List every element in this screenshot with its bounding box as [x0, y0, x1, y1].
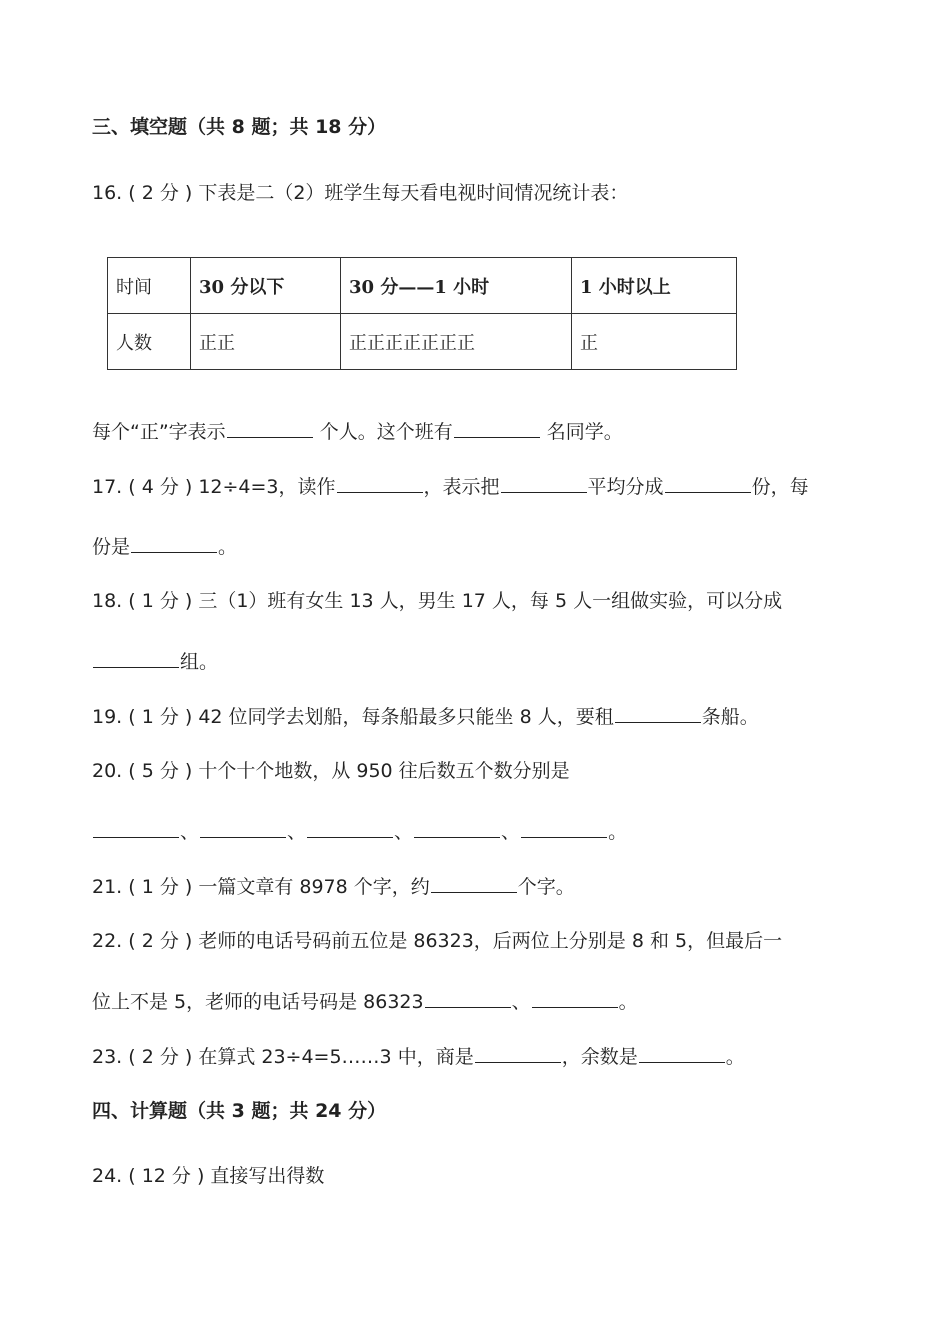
section-3-heading: 三、填空题（共 8 题；共 18 分）	[92, 116, 387, 138]
text-segment: 个人。这个班有	[313, 421, 453, 443]
table-cell: 1 小时以上	[572, 258, 737, 314]
separator: 、	[511, 991, 531, 1013]
question-18-line-2	[92, 649, 218, 674]
table-cell: 时间	[108, 258, 191, 314]
text-segment: 17. ( 4 分 ) 12÷4=3，读作	[92, 476, 336, 498]
answer-blank[interactable]	[414, 819, 500, 838]
table-cell: 正	[572, 314, 737, 370]
table-cell: 30 分——1 小时	[341, 258, 572, 314]
text-segment: 位上不是 5，老师的电话号码是 86323	[92, 991, 424, 1013]
answer-blank[interactable]	[532, 989, 618, 1008]
table-row	[108, 314, 737, 370]
separator: 、	[394, 821, 414, 843]
question-18-line-1: 18. ( 1 分 ) 三（1）班有女生 13 人，男生 17 人，每 5 人一组做实验，可以分成	[92, 590, 783, 612]
answer-blank[interactable]	[200, 819, 286, 838]
question-21	[92, 874, 575, 899]
text-segment: 份是	[92, 536, 131, 558]
text-segment: 组。	[180, 651, 219, 673]
answer-blank[interactable]	[425, 989, 511, 1008]
question-22-line-2	[92, 989, 638, 1014]
table-cell: 正正正正正正正	[341, 314, 572, 370]
question-20-prompt: 20. ( 5 分 ) 十个十个地数，从 950 往后数五个数分别是	[92, 760, 570, 782]
answer-blank[interactable]	[431, 874, 517, 893]
separator: 、	[287, 821, 307, 843]
text-segment: 平均分成	[587, 476, 664, 498]
answer-blank[interactable]	[337, 474, 423, 493]
question-19	[92, 704, 759, 729]
answer-blank[interactable]	[521, 819, 607, 838]
text-segment: 19. ( 1 分 ) 42 位同学去划船，每条船最多只能坐 8 人，要租	[92, 706, 614, 728]
answer-blank[interactable]	[475, 1044, 561, 1063]
answer-blank[interactable]	[227, 419, 313, 438]
question-22-line-1: 22. ( 2 分 ) 老师的电话号码前五位是 86323，后两位上分别是 8 和 5，但最后一	[92, 930, 783, 952]
answer-blank[interactable]	[454, 419, 540, 438]
text-segment: 23. ( 2 分 ) 在算式 23÷4=5……3 中，商是	[92, 1046, 474, 1068]
question-24-prompt: 24. ( 12 分 ) 直接写出得数	[92, 1165, 325, 1187]
answer-blank[interactable]	[501, 474, 587, 493]
answer-blank[interactable]	[93, 649, 179, 668]
text-segment: 个字。	[517, 876, 575, 898]
separator: 、	[501, 821, 521, 843]
text-segment: 每个“正”字表示	[92, 421, 226, 443]
text-segment: 名同学。	[540, 421, 623, 443]
table-cell: 人数	[108, 314, 191, 370]
answer-blank[interactable]	[615, 704, 701, 723]
text-segment: ，表示把	[423, 476, 500, 498]
answer-blank[interactable]	[639, 1044, 725, 1063]
question-17-line-2	[92, 534, 237, 559]
table-cell: 30 分以下	[191, 258, 341, 314]
tv-time-table	[107, 257, 737, 370]
answer-blank[interactable]	[131, 534, 217, 553]
text-segment: 21. ( 1 分 ) 一篇文章有 8978 个字，约	[92, 876, 430, 898]
question-20-blanks	[92, 819, 627, 844]
text-segment: 。	[725, 1046, 745, 1068]
answer-blank[interactable]	[665, 474, 751, 493]
question-16-fill-line	[92, 419, 623, 444]
text-segment: 份，每	[751, 476, 809, 498]
text-segment: ，余数是	[561, 1046, 638, 1068]
question-17-line-1	[92, 474, 809, 499]
separator: 。	[618, 991, 638, 1013]
table-row	[108, 258, 737, 314]
section-4-heading: 四、计算题（共 3 题；共 24 分）	[92, 1100, 387, 1122]
question-16-prompt: 16. ( 2 分 ) 下表是二（2）班学生每天看电视时间情况统计表：	[92, 182, 629, 204]
answer-blank[interactable]	[93, 819, 179, 838]
text-segment: 。	[218, 536, 238, 558]
answer-blank[interactable]	[307, 819, 393, 838]
table-cell: 正正	[191, 314, 341, 370]
question-23	[92, 1044, 745, 1069]
separator: 、	[180, 821, 200, 843]
text-segment: 条船。	[701, 706, 759, 728]
separator: 。	[608, 821, 628, 843]
